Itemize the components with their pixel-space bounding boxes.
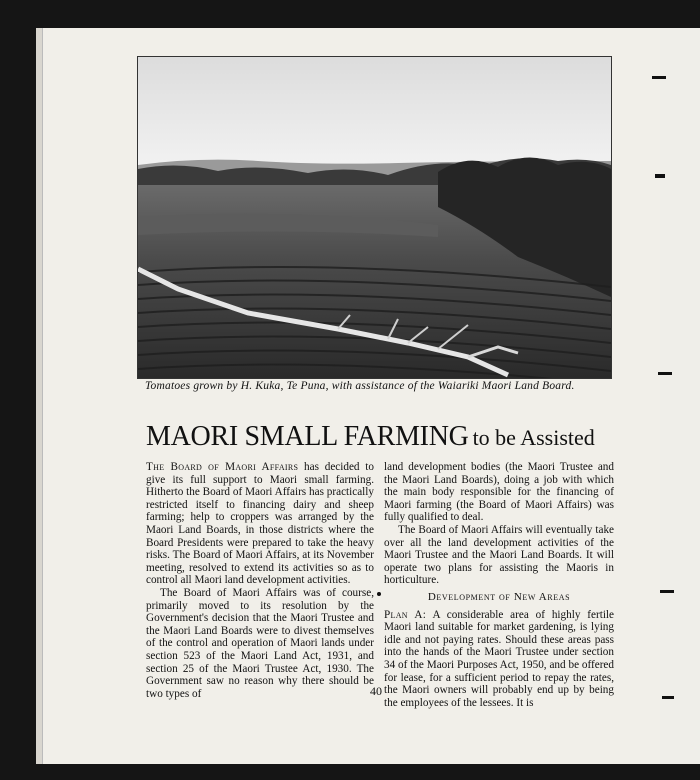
paragraph <box>146 461 374 587</box>
article-headline <box>146 417 616 461</box>
plan-label: Plan A: <box>384 608 427 621</box>
left-column <box>146 461 374 700</box>
margin-mark <box>662 696 674 699</box>
paragraph <box>384 609 614 710</box>
margin-mark <box>652 76 666 79</box>
paragraph: The Board of Maori Affairs was of course, primarily moved to its resolution by the Government's decision that the Maori Trustee and the Maori Land Boards were to divest themselves of the control and operation of Maori lands under section 523 of the Maori Land Act, 1931, and section 25 of the Maori Trustee Act, 1930. The Government saw no reason why there should be two types of <box>146 586 374 700</box>
paragraph-text: A considerable area of highly fertile Maori land suitable for market gardening, is lying idle and not paying rates. Should these areas pass into the hands of the Maori Trustee under section 34 of the Maori Purposes Act, 1950, and be offered for lease, for a sufficient period to repay the rates, the Maori owners will probably end up by being the employees of the lessees. It is <box>384 608 614 709</box>
right-column <box>384 461 614 709</box>
photo-caption: Tomatoes grown by H. Kuka, Te Puna, with assistance of the Waiariki Maori Land Board. <box>145 380 575 392</box>
margin-mark <box>660 590 674 593</box>
headline-main: MAORI SMALL FARMING <box>146 421 469 452</box>
page-gutter <box>36 28 43 764</box>
headline-rest: to be Assisted <box>472 425 595 450</box>
landscape-photo-icon <box>138 57 611 378</box>
paragraph: land development bodies (the Maori Trustee and the Maori Land Boards), doing a job with which the main body responsible for the financing of Maori farming (the Board of Maori Affairs) was fully qualified to deal. <box>384 461 614 524</box>
margin-mark <box>658 372 672 375</box>
column-bullet <box>377 592 381 596</box>
section-subheading: Development of New Areas <box>427 590 571 603</box>
page-number: 40 <box>370 684 382 698</box>
lead-in: The Board of Maori Affairs <box>146 461 299 473</box>
landscape-photo <box>137 56 612 379</box>
paragraph: The Board of Maori Affairs will eventually take over all the land development activities of the Maori Trustee and the Maori Land Boards. It will operate two plans for assisting the Maoris in horticulture. <box>384 523 614 587</box>
paragraph-text: has decided to give its full support to Maori small farming. Hitherto the Board of Maori Affairs has practically restricted itself to financing dairy and sheep farming; help to croppers was arranged by the Maori Land Boards, in those districts where the Board Presidents were prepared to take the heavy risks. The Board of Maori Affairs, at its November meeting, resolved to extend its activities so as to control all Maori land development activities. <box>146 461 375 587</box>
margin-mark <box>655 174 665 178</box>
facing-page-edge <box>660 28 700 764</box>
